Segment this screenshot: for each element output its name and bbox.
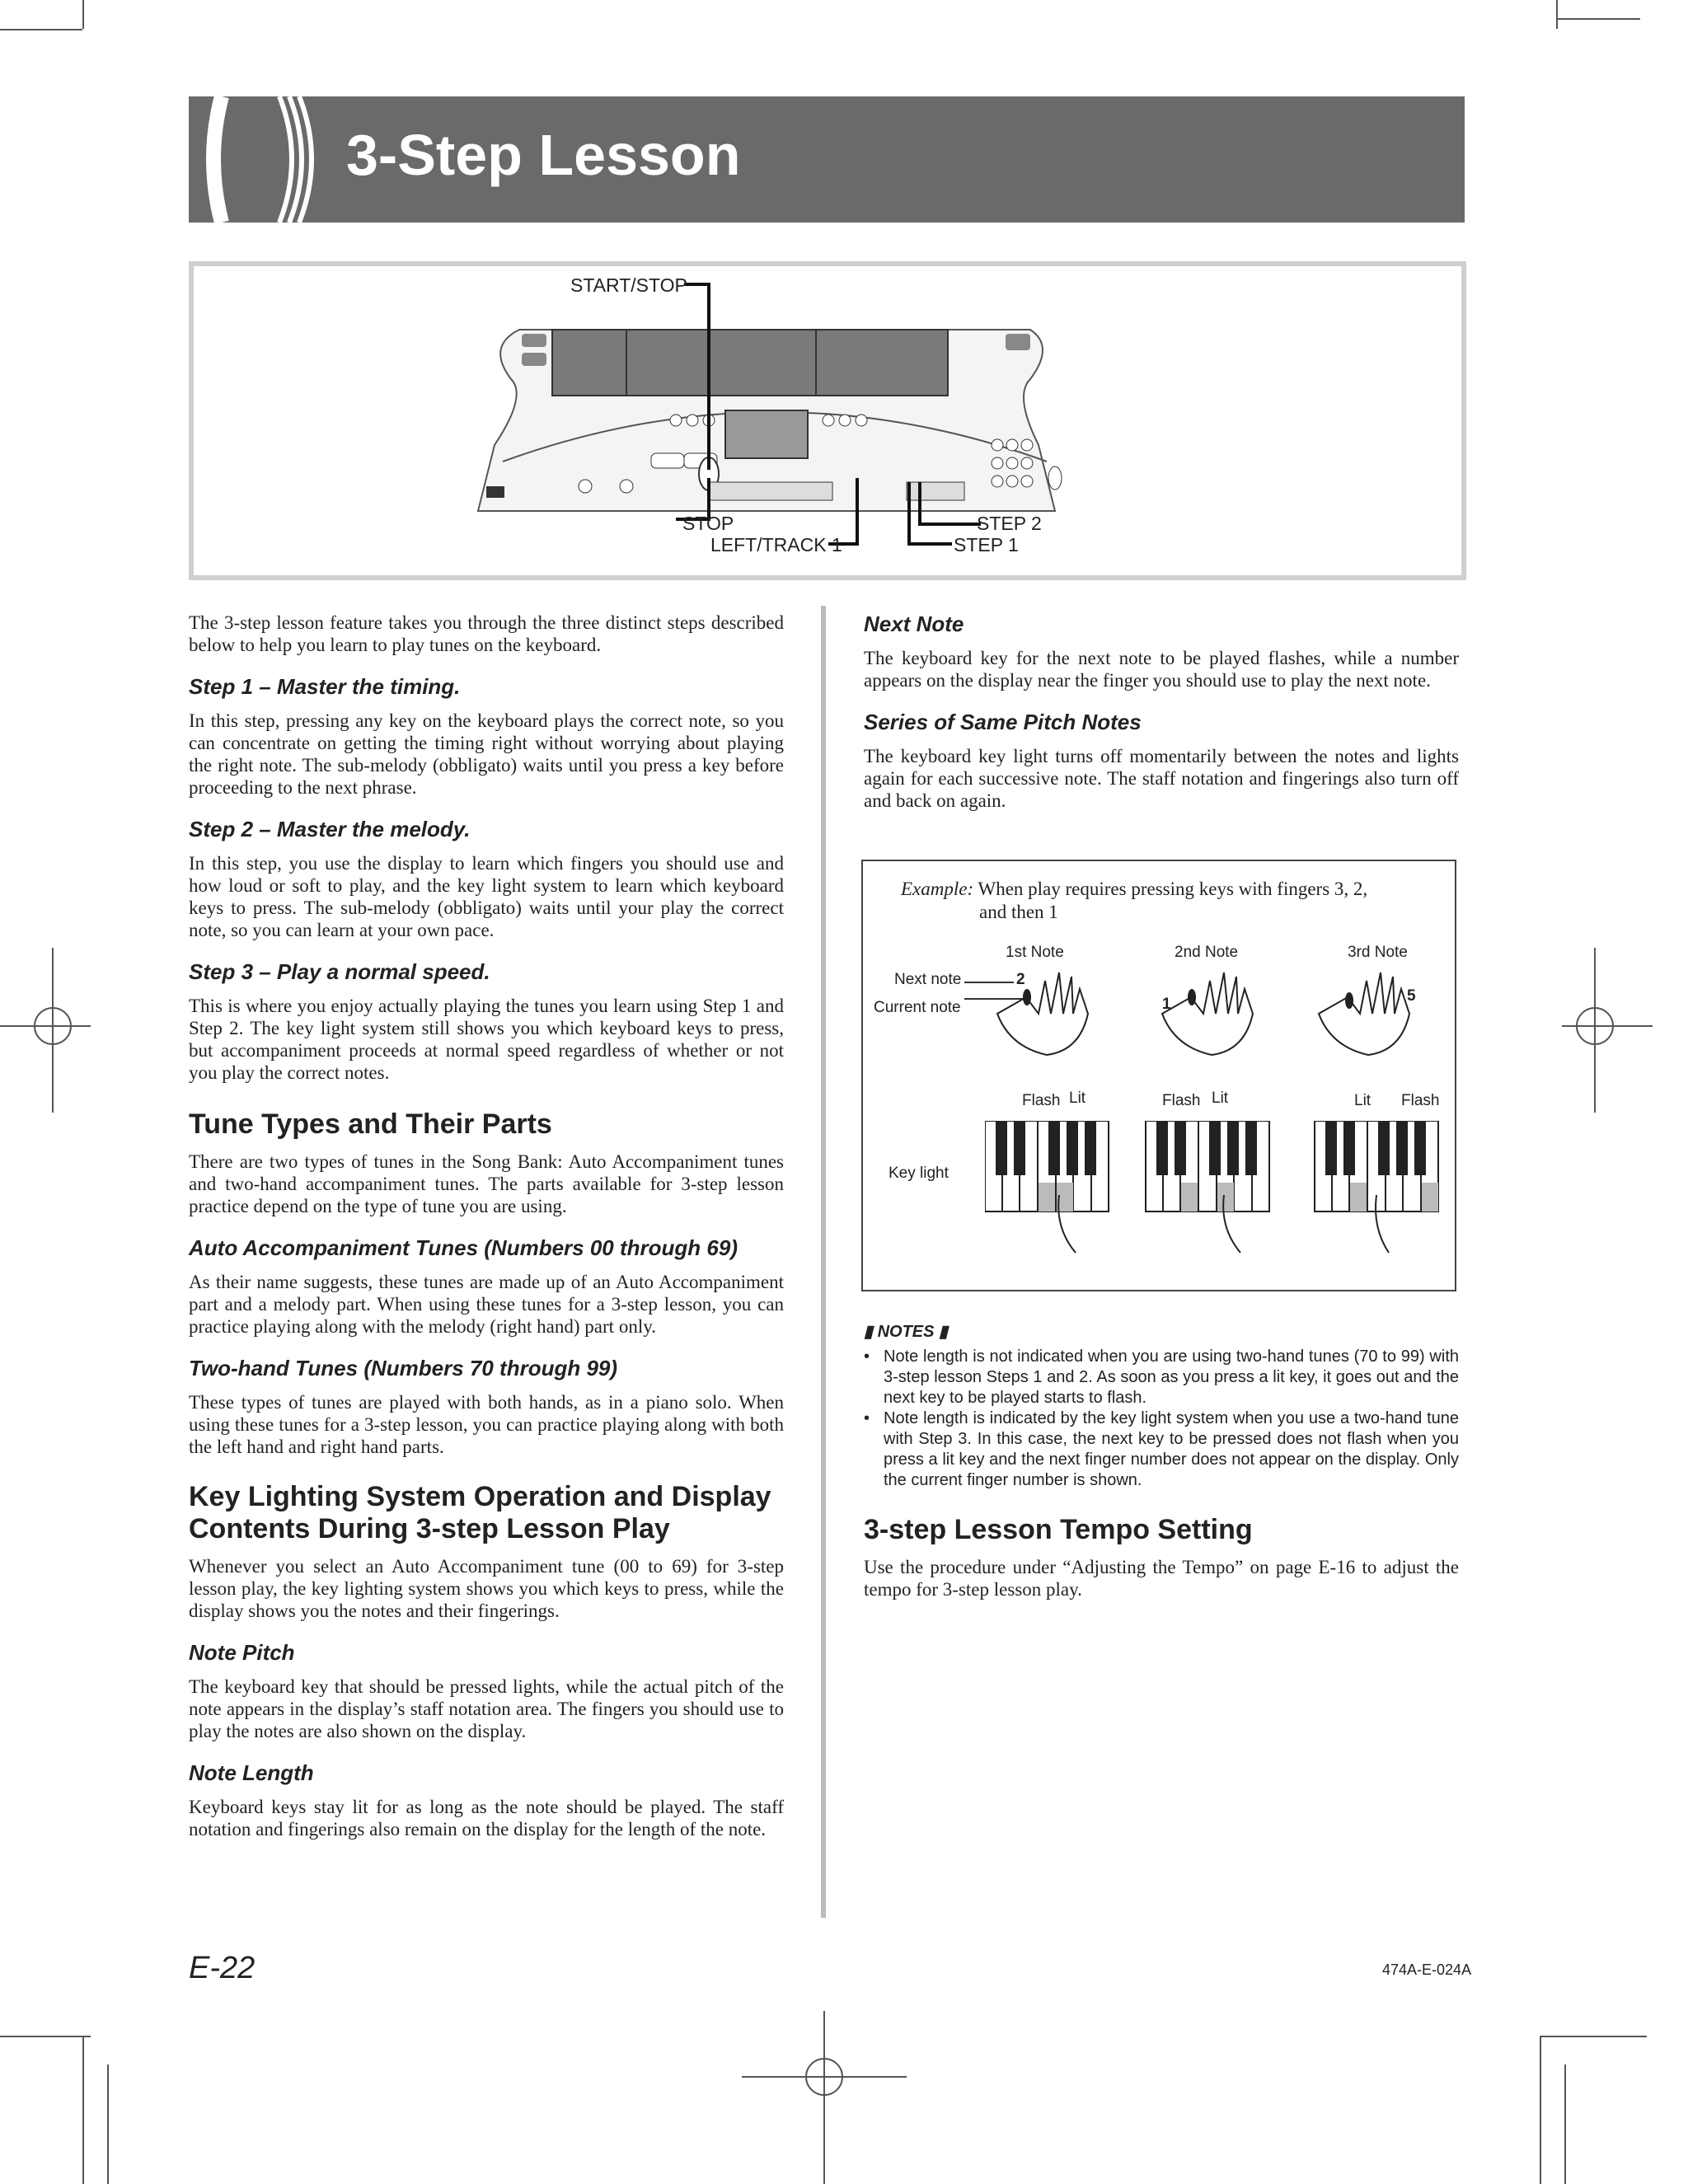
next-note-paragraph: The keyboard key for the next note to be played flashes, while a number appears on the display near the finger you should use to play the next note. [864,648,1459,691]
column-divider [821,606,826,1918]
bullet-icon: • [864,1409,870,1427]
hand-icon [1319,972,1409,1055]
step3-paragraph: This is where you enjoy actually playing the tunes you learn using Step 1 and Step 2. The key light system still shows you which keyboard keys to press, but accompaniment proceeds at normal speed regardless of whether or not you play the correct notes. [189,996,784,1083]
note-item [864,1347,1459,1408]
label-left-track: LEFT/TRACK 1 [710,534,842,555]
example-text-line1: When play requires pressing keys with fingers 3, 2, [978,879,1368,899]
note-text: Note length is not indicated when you are using two-hand tunes (70 to 99) with 3-step lesson Steps 1 and 2. As soon as you press a lit key, it goes out and the next key to be played starts to flash. [884,1347,1459,1407]
tempo-paragraph: Use the procedure under “Adjusting the Tempo” on page E-16 to adjust the tempo for 3-step lesson play. [864,1557,1459,1600]
crop-mark [1540,2036,1647,2037]
notes-heading-text: NOTES [877,1323,935,1341]
label-step2: STEP 2 [977,513,1042,534]
note-length-paragraph: Keyboard keys stay lit for as long as the note should be played. The staff notation and fingerings also remain on the display for the length of the note. [189,1797,784,1840]
page-title: 3-Step Lesson [346,123,741,187]
two-hand-paragraph: These types of tunes are played with both hands, as in a piano solo. When using these tunes for a 3-step lesson, you can practice playing along with both the left hand and right hand parts. [189,1392,784,1457]
step2-paragraph: In this step, you use the display to learn which fingers you should use and how loud or soft to play, and the key light system to learn which keyboard keys to press. The sub-melody (obbligato) waits until your play the correct note, so you can learn at your own pace. [189,853,784,940]
tempo-heading: 3-step Lesson Tempo Setting [864,1514,1253,1545]
intro-paragraph: The 3-step lesson feature takes you through the three distinct steps described below to help you learn to play tunes on the keyboard. [189,612,784,655]
current-note-label: Current note [874,999,961,1016]
lit-label-1: Lit [1069,1090,1086,1107]
note-length-heading: Note Length [189,1760,314,1785]
hand-icon [1162,972,1253,1055]
same-pitch-heading: Series of Same Pitch Notes [864,710,1142,734]
crop-mark [1564,2064,1566,2184]
two-hand-heading: Two-hand Tunes (Numbers 70 through 99) [189,1356,618,1380]
note-pitch-paragraph: The keyboard key that should be pressed lights, while the actual pitch of the note appears in the display’s staff notation area. The fingers you should use to play the notes are also shown on the display. [189,1676,784,1741]
key-light-label: Key light [889,1165,949,1182]
notes-section [864,1321,1459,1601]
callout-lines [659,272,1071,552]
same-pitch-paragraph: The keyboard key light turns off momentarily between the notes and lights again for each successive note. The staff notation and fingerings also turn off and back on again. [864,746,1459,811]
label-start-stop: START/STOP [570,274,687,296]
note2-label: 2nd Note [1175,944,1239,961]
left-column [189,612,784,1840]
finger-number-1: 1 [1162,996,1171,1013]
crop-mark [82,0,84,29]
label-step1: STEP 1 [954,534,1019,555]
hand-icon [997,972,1088,1055]
flash-label-3: Flash [1401,1092,1440,1109]
key-lighting-paragraph: Whenever you select an Auto Accompaniment tune (00 to 69) for 3-step lesson play, the key lighting system shows you which keys to press, while the display shows you the notes and their fingerings. [189,1556,784,1621]
mini-keyboard [1315,1121,1438,1253]
crop-mark [1556,0,1558,29]
crop-mark [107,2064,109,2184]
note-pitch-heading: Note Pitch [189,1640,295,1665]
step1-paragraph: In this step, pressing any key on the keyboard plays the correct note, so you can concentrate on getting the timing right without worrying about playing the right note. The sub-melody (obbligato) waits until you press a key before proceeding to the next phrase. [189,710,784,798]
registration-mark [742,2011,907,2184]
label-stop: STOP [682,513,734,534]
example-text-line2: and then 1 [979,902,1058,922]
bullet-icon: • [864,1347,870,1366]
crop-mark [0,29,82,30]
lit-label-2: Lit [1212,1090,1229,1107]
step2-heading: Step 2 – Master the melody. [189,817,471,841]
notes-heading [864,1321,1459,1342]
mini-keyboard [985,1121,1109,1253]
next-note-heading: Next Note [864,612,964,636]
step3-heading: Step 3 – Play a normal speed. [189,959,490,984]
document-code: 474A-E-024A [1382,1961,1472,1978]
right-column-top [864,612,1459,812]
hand-illustrations [964,964,1442,1080]
registration-mark [1562,948,1653,1113]
note-item [864,1408,1459,1491]
next-note-label: Next note [894,971,962,988]
page-number: E-22 [189,1951,256,1985]
flash-label-1: Flash [1022,1092,1061,1109]
finger-number-5: 5 [1407,987,1416,1005]
lit-label-3: Lit [1354,1092,1372,1109]
finger-number-2: 2 [1016,971,1025,988]
notes-marker-icon: ▮ [864,1323,878,1341]
note-text: Note length is indicated by the key light system when you use a two-hand tune with Step 3. In this case, the next key to be pressed does not flash when you press a lit key and the next finger number does not appear on the display. Only the current finger number is shown. [884,1409,1459,1489]
banner-parentheses-graphic [189,96,337,223]
crop-mark [1540,2036,1541,2184]
registration-mark [0,948,91,1113]
key-light-keyboards [985,1121,1447,1261]
step1-heading: Step 1 – Master the timing. [189,674,461,699]
mini-keyboard [1146,1121,1269,1253]
tune-types-heading: Tune Types and Their Parts [189,1108,552,1140]
example-caption [901,878,1367,924]
example-label: Example: [901,879,974,899]
flash-label-2: Flash [1162,1092,1201,1109]
tune-types-paragraph: There are two types of tunes in the Song Bank: Auto Accompaniment tunes and two-hand accompaniment tunes. The parts available for 3-step lesson practice depend on the type of tune you are using. [189,1151,784,1216]
auto-accompaniment-heading: Auto Accompaniment Tunes (Numbers 00 through 69) [189,1235,738,1260]
crop-mark [1558,18,1640,20]
crop-mark [0,2036,91,2037]
note1-label: 1st Note [1006,944,1064,961]
key-lighting-heading: Key Lighting System Operation and Display Contents During 3-step Lesson Play [189,1481,771,1544]
notes-marker-icon: ▮ [934,1323,949,1341]
crop-mark [82,2036,84,2184]
auto-accompaniment-paragraph: As their name suggests, these tunes are made up of an Auto Accompaniment part and a melody part. When using these tunes for a 3-step lesson, you can practice playing along with the melody (right hand) part only. [189,1272,784,1337]
note3-label: 3rd Note [1348,944,1408,961]
